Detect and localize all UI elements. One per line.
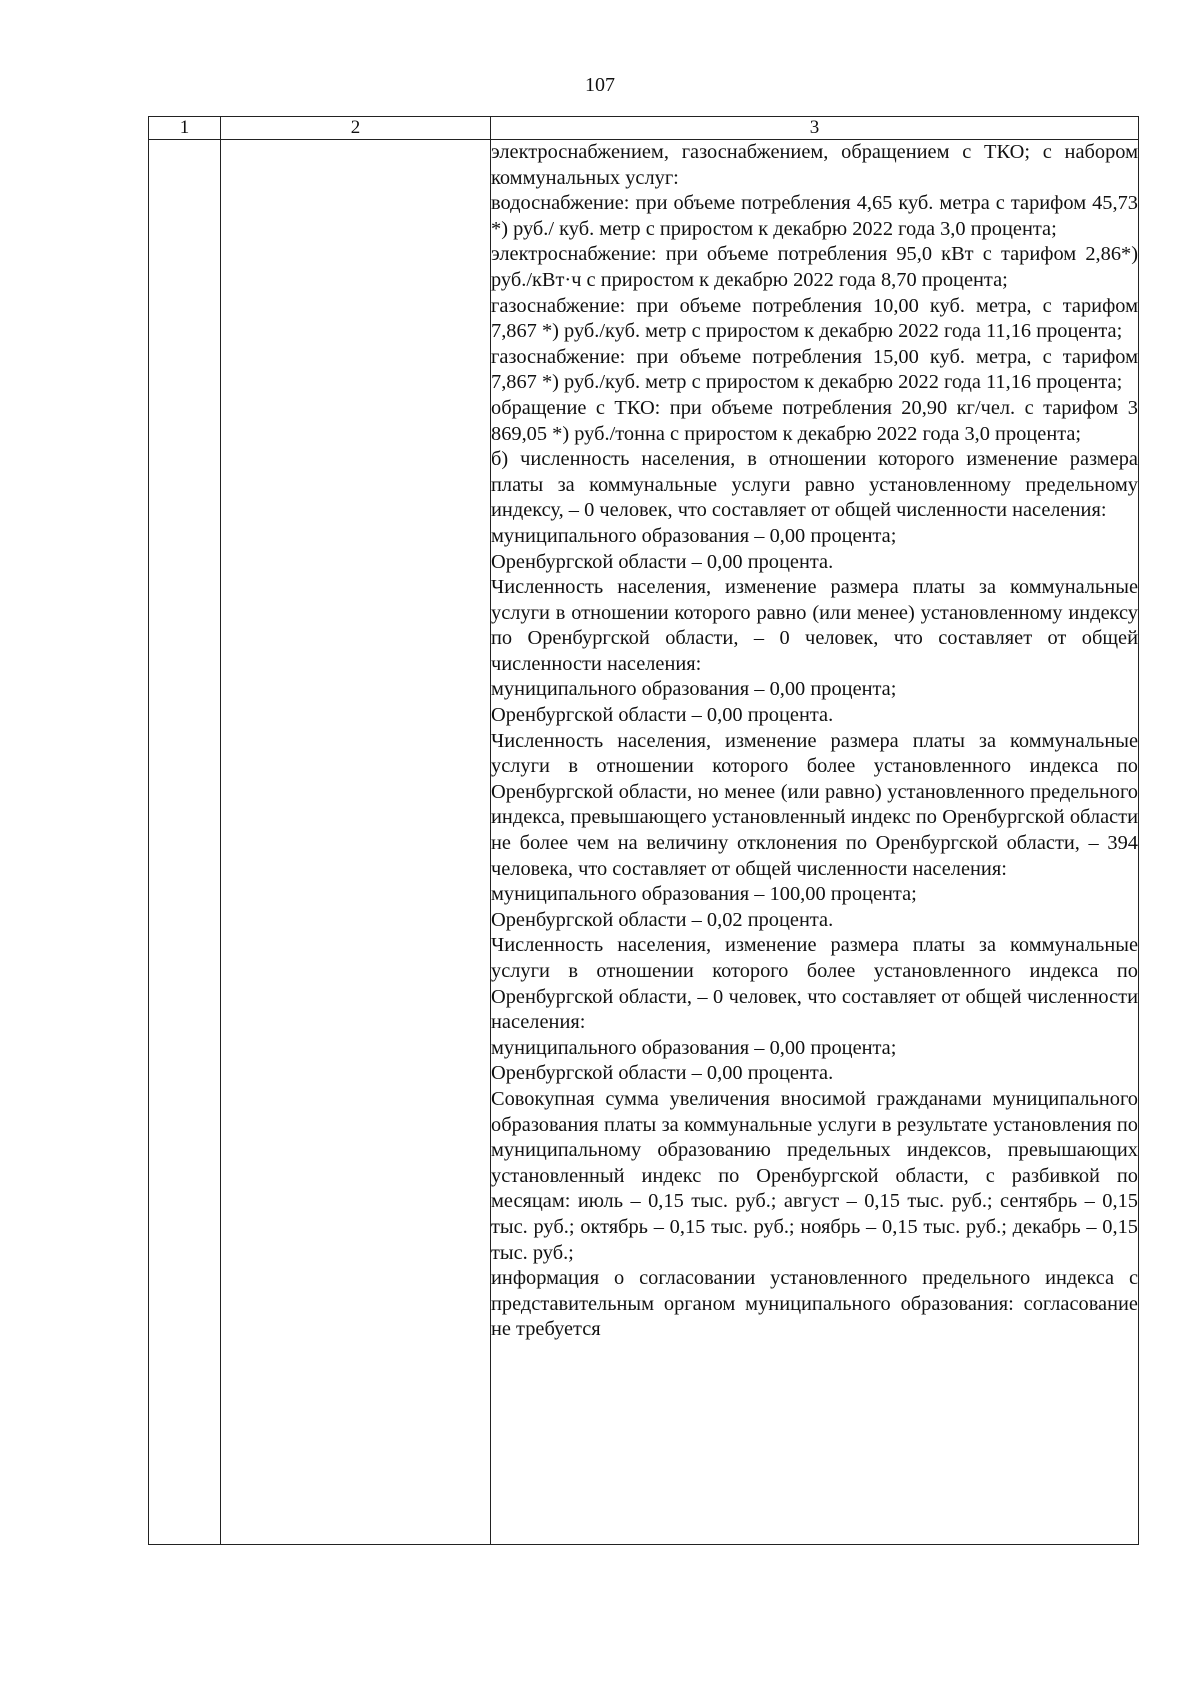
paragraph: Численность населения, изменение размера платы за коммунальные услуги в отношении которого более установленного индекса по Оренбургской области, – 0 человек, что составляет от общей численности населения:: [491, 934, 1138, 1034]
paragraph: муниципального образования – 100,00 процента;: [491, 883, 917, 906]
paragraph: Численность населения, изменение размера платы за коммунальные услуги в отношении которого более установленного индекса по Оренбургской области, но менее (или равно) установленного предельного индекса, превышающего установленный индекс по Оренбургской области не более чем на величину отклонения по Оренбургской области, – 394 человека, что составляет от общей численности населения:: [491, 729, 1138, 880]
paragraph: Оренбургской области – 0,02 процента.: [491, 908, 834, 931]
paragraph: б) численность населения, в отношении которого изменение размера платы за коммунальные услуги равно установленному предельному индексу, – 0 человек, что составляет от общей численности населения:: [491, 448, 1138, 522]
paragraph: информация о согласовании установленного предельного индекса с представительным органом муниципального образования: согласование не требуется: [491, 1267, 1138, 1341]
paragraph: муниципального образования – 0,00 процента;: [491, 1036, 897, 1059]
column-header-3: 3: [491, 117, 1139, 140]
paragraph: обращение с ТКО: при объеме потребления 20,90 кг/чел. с тарифом 3 869,05 *) руб./тонна с приростом к декабрю 2022 года 3,0 процента;: [491, 396, 1138, 445]
paragraph: Численность населения, изменение размера платы за коммунальные услуги в отношении которого равно (или менее) установленному индексу по Оренбургской области, – 0 человек, что составляет от общей численности населения:: [491, 576, 1138, 675]
column-1-cell: [149, 140, 221, 1545]
paragraph: газоснабжение: при объеме потребления 15,00 куб. метра, с тарифом 7,867 *) руб./куб. метр с приростом к декабрю 2022 года 11,16 процента;: [491, 345, 1138, 394]
paragraph: муниципального образования – 0,00 процента;: [491, 524, 897, 547]
page-number: 107: [585, 74, 615, 96]
column-3-content-cell: [491, 140, 1139, 1545]
paragraph: Оренбургской области – 0,00 процента.: [491, 550, 834, 573]
column-header-1: 1: [149, 117, 221, 140]
table-row: [149, 140, 1139, 1545]
table-header-row: [149, 117, 1139, 140]
paragraph: Оренбургской области – 0,00 процента.: [491, 704, 834, 727]
paragraph: электроснабжением, газоснабжением, обращением с ТКО; с набором коммунальных услуг:: [491, 141, 1138, 189]
paragraph: электроснабжение: при объеме потребления 95,0 кВт с тарифом 2,86*) руб./кВт·ч с приростом к декабрю 2022 года 8,70 процента;: [491, 243, 1138, 291]
paragraph: газоснабжение: при объеме потребления 10,00 куб. метра, с тарифом 7,867 *) руб./куб. метр с приростом к декабрю 2022 года 11,16 процента;: [491, 294, 1138, 343]
document-table: [148, 116, 1139, 1545]
paragraph: водоснабжение: при объеме потребления 4,65 куб. метра с тарифом 45,73 *) руб./ куб. метр с приростом к декабрю 2022 года 3,0 процента;: [491, 192, 1138, 240]
column-header-2: 2: [221, 117, 491, 140]
paragraph: муниципального образования – 0,00 процента;: [491, 678, 897, 701]
paragraph: Совокупная сумма увеличения вносимой гражданами муниципального образования платы за коммунальные услуги в результате установления по муниципальному образованию предельных индексов, превышающих установленный индекс по Оренбургской области, с разбивкой по месяцам: июль – 0,15 тыс. руб.; август – 0,15 тыс. руб.; сентябрь – 0,15 тыс. руб.; октябрь – 0,15 тыс. руб.; ноябрь – 0,15 тыс. руб.; декабрь – 0,15 тыс. руб.;: [491, 1087, 1138, 1264]
paragraph: Оренбургской области – 0,00 процента.: [491, 1062, 834, 1085]
column-2-cell: [221, 140, 491, 1545]
